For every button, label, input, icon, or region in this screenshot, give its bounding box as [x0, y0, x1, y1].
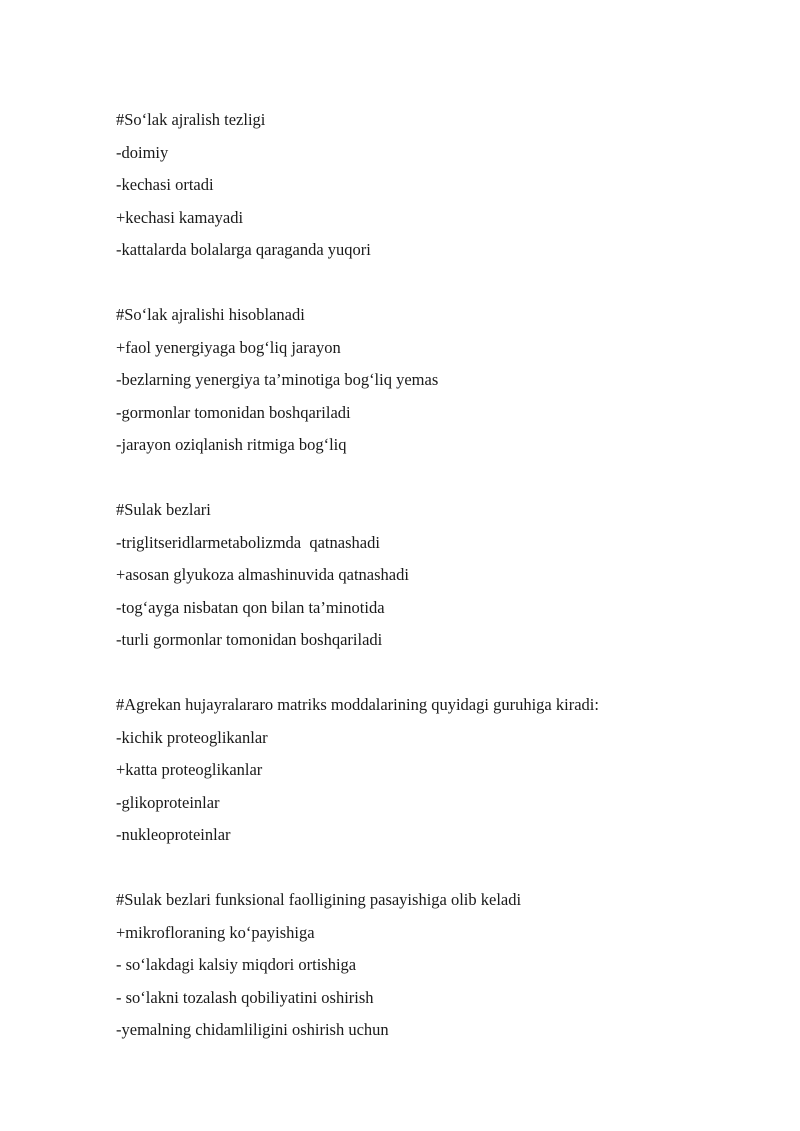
question-block-3 [116, 497, 756, 660]
answer-option: -yemalning chidamliligini oshirish uchun [116, 1020, 389, 1039]
question-block-5 [116, 887, 756, 1050]
answer-option: -glikoproteinlar [116, 792, 220, 812]
question-text: #Sulak bezlari funksional faolligining pasayishiga olib keladi [116, 890, 522, 909]
question-text: #Sulak bezlari [116, 500, 211, 519]
answer-option: +faol yenergiyaga bog‘liq jarayon [116, 337, 341, 357]
answer-option: -nukleoproteinlar [116, 825, 231, 844]
answer-option: -doimiy [116, 142, 169, 162]
question-block-4 [116, 692, 756, 855]
document-content [116, 107, 756, 1082]
answer-option: -gormonlar tomonidan boshqariladi [116, 402, 351, 422]
answer-option: - so‘lakdagi kalsiy miqdori ortishiga [116, 955, 357, 974]
answer-option: -jarayon oziqlanish ritmiga bog‘liq [116, 435, 347, 454]
question-block-2 [116, 302, 756, 465]
question-text: #Agrekan hujayralararo matriks moddalarining quyidagi guruhiga kiradi: [116, 695, 599, 714]
answer-option: +mikrofloraning ko‘payishiga [116, 922, 315, 942]
answer-option: -bezlarning yenergiya ta’minotiga bog‘liq yemas [116, 370, 439, 389]
answer-option: -kattalarda bolalarga qaraganda yuqori [116, 240, 371, 259]
answer-option: +katta proteoglikanlar [116, 760, 263, 779]
answer-option: -kichik proteoglikanlar [116, 727, 268, 747]
question-text: #So‘lak ajralish tezligi [116, 110, 266, 129]
answer-option: - so‘lakni tozalash qobiliyatini oshirish [116, 987, 374, 1007]
answer-option: -triglitseridlarmetabolizmda qatnashadi [116, 532, 380, 552]
question-text: #So‘lak ajralishi hisoblanadi [116, 305, 305, 324]
answer-option: +kechasi kamayadi [116, 207, 244, 227]
answer-option: +asosan glyukoza almashinuvida qatnashadi [116, 565, 409, 584]
answer-option: -tog‘ayga nisbatan qon bilan ta’minotida [116, 597, 385, 617]
answer-option: -kechasi ortadi [116, 175, 214, 194]
question-block-1 [116, 107, 756, 270]
answer-option: -turli gormonlar tomonidan boshqariladi [116, 630, 383, 649]
